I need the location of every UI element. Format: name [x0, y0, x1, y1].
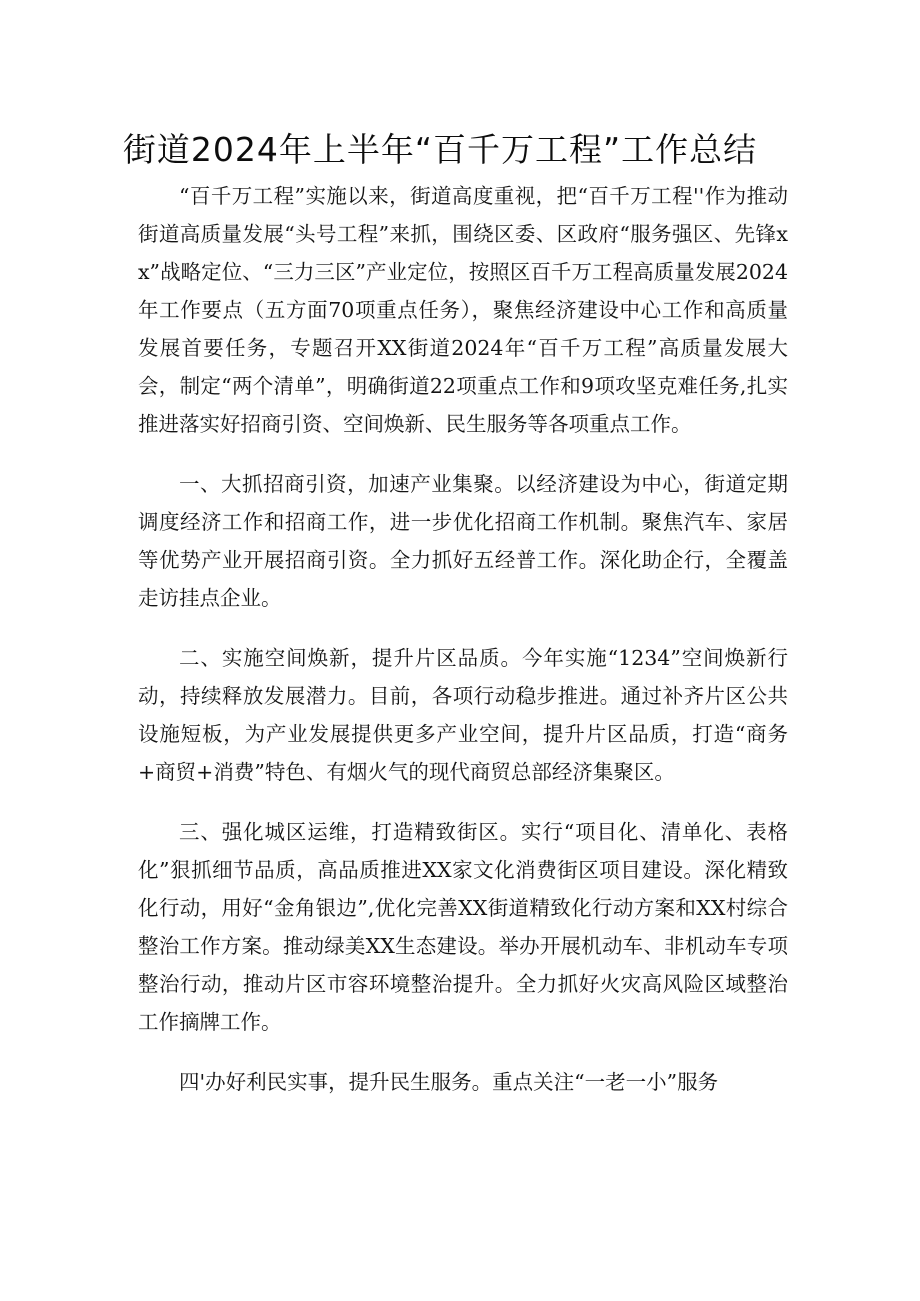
paragraph-livelihood: 四'办好利民实事，提升民生服务。重点关注“一老一小”服务 — [179, 1070, 719, 1094]
document-body — [138, 177, 788, 1123]
paragraph-space-renewal: 二、实施空间焕新，提升片区品质。今年实施“1234”空间焕新行动，持续释放发展潜力。目前，各项行动稳步推进。通过补齐片区公共设施短板，为产业发展提供更多产业空间，提升片区品质，打造“商务+商贸+消费”特色、有烟火气的现代商贸总部经济集聚区。 — [138, 646, 788, 784]
paragraph-urban-operation: 三、强化城区运维，打造精致街区。实行“项目化、清单化、表格化”狠抓细节品质，高品质推进XX家文化消费街区项目建设。深化精致化行动，用好“金角银边”,优化完善XX街道精致化行动方案和XX村综合整治工作方案。推动绿美XX生态建设。举办开展机动车、非机动车专项整治行动，推动片区市容环境整治提升。全力抓好火灾高风险区域整治工作摘牌工作。 — [138, 820, 788, 1034]
document-title: 街道2024年上半年“百千万工程”工作总结 — [122, 130, 758, 169]
paragraph-intro: “百千万工程”实施以来，街道高度重视，把“百千万工程''作为推动街道高质量发展“头号工程”来抓，围绕区委、区政府“服务强区、先锋xx”战略定位、“三力三区”产业定位，按照区百千万工程高质量发展2024年工作要点（五方面70项重点任务），聚焦经济建设中心工作和高质量发展首要任务，专题召开XX街道2024年“百千万工程”高质量发展大会，制定“两个清单”，明确街道22项重点工作和9项攻坚克难任务,扎实推进落实好招商引资、空间焕新、民生服务等各项重点工作。 — [138, 184, 788, 436]
paragraph-investment: 一、大抓招商引资，加速产业集聚。以经济建设为中心，街道定期调度经济工作和招商工作，进一步优化招商工作机制。聚焦汽车、家居等优势产业开展招商引资。全力抓好五经普工作。深化助企行，全覆盖走访挂点企业。 — [138, 472, 788, 610]
